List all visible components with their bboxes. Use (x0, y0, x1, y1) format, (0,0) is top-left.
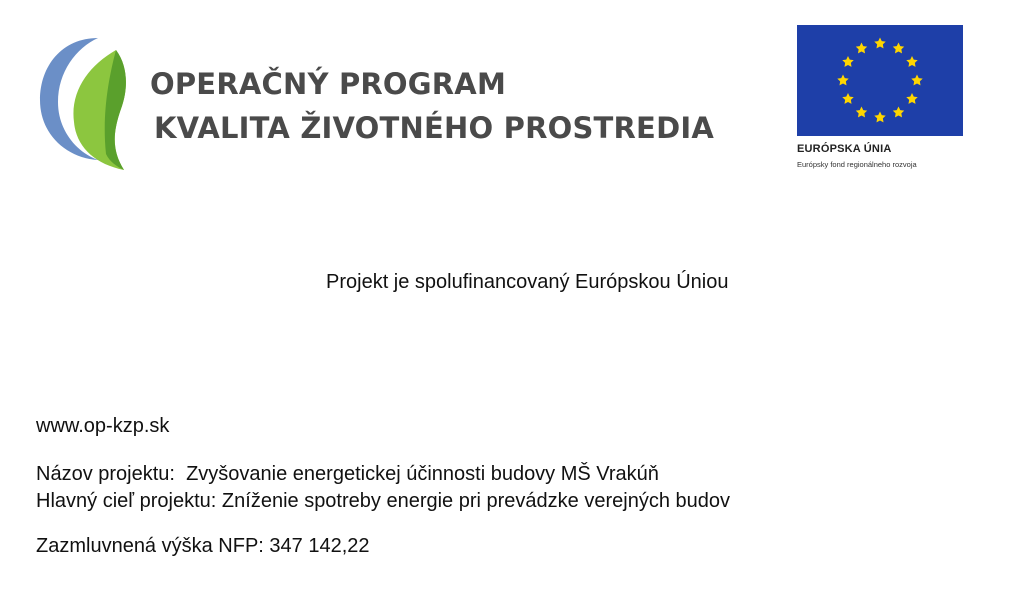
project-info (36, 461, 730, 560)
cofinanced-statement: Projekt je spolufinancovaný Európskou Úniou (326, 271, 729, 293)
project-goal-row (36, 488, 730, 515)
logo-line-2: KVALITA ŽIVOTNÉHO PROSTREDIA (154, 111, 714, 145)
eu-name: EURÓPSKA ÚNIA (797, 143, 892, 155)
eu-flag-icon (797, 25, 963, 136)
project-amount-value: 347 142,22 (269, 535, 370, 557)
op-kzp-logo (36, 36, 714, 176)
logo-line-1: OPERAČNÝ PROGRAM (150, 67, 507, 101)
project-name-value: Zvyšovanie energetickej účinnosti budovy MŠ Vrakúň (186, 463, 659, 485)
eu-fund-name: Európsky fond regionálneho rozvoja (797, 160, 917, 169)
project-amount-row (36, 533, 730, 560)
project-name-row (36, 461, 730, 488)
eu-logo (797, 25, 967, 175)
project-name-label: Názov projektu: (36, 463, 175, 485)
project-goal-value: Zníženie spotreby energie pri prevádzke verejných budov (221, 490, 730, 512)
project-goal-label: Hlavný cieľ projektu: (36, 490, 217, 512)
project-amount-label: Zazmluvnená výška NFP: (36, 535, 264, 557)
op-kzp-logo-text (150, 62, 714, 150)
leaf-drop-icon (36, 36, 136, 172)
website-link[interactable]: www.op-kzp.sk (36, 415, 170, 437)
